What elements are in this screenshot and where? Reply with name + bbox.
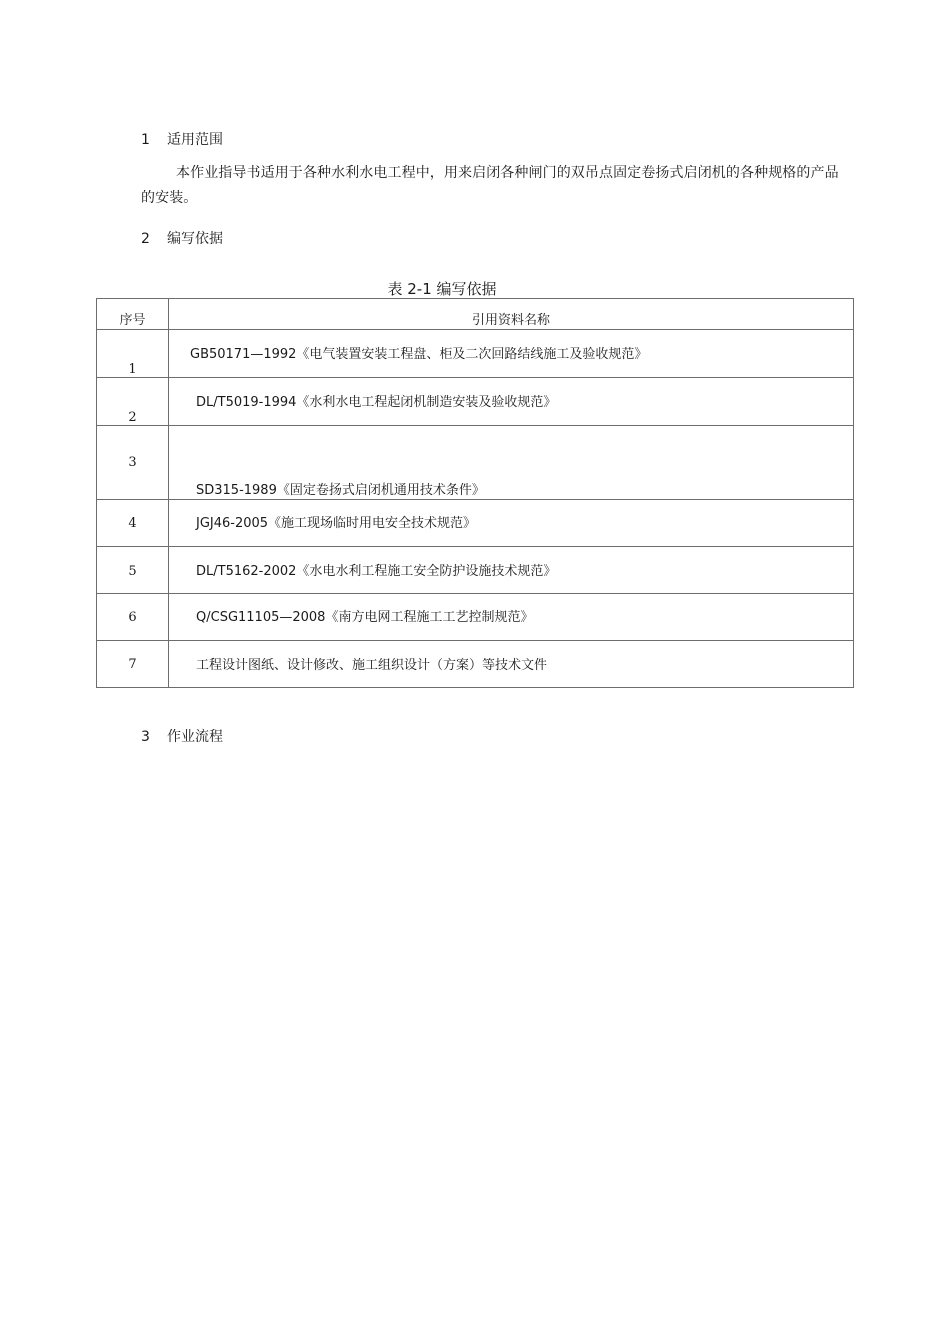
section-title: 适用范围 bbox=[167, 132, 223, 148]
section-heading-scope bbox=[141, 130, 223, 150]
row-reference: 工程设计图纸、设计修改、施工组织设计（方案）等技术文件 bbox=[196, 658, 548, 673]
section-number: 3 bbox=[141, 729, 150, 745]
section-title: 作业流程 bbox=[167, 729, 223, 745]
row-number: 4 bbox=[128, 516, 137, 531]
row-reference: DL/T5019-1994《水利水电工程起闭机制造安装及验收规范》 bbox=[196, 395, 557, 410]
section-number: 1 bbox=[141, 132, 150, 148]
header-no: 序号 bbox=[97, 299, 169, 330]
table-row bbox=[97, 594, 854, 641]
row-reference: JGJ46-2005《施工现场临时用电安全技术规范》 bbox=[196, 516, 477, 531]
row-number: 5 bbox=[128, 564, 137, 579]
section-title: 编写依据 bbox=[167, 231, 223, 247]
row-number: 6 bbox=[128, 610, 137, 625]
table-header-row bbox=[97, 299, 854, 330]
table-row bbox=[97, 378, 854, 426]
section-number: 2 bbox=[141, 231, 150, 247]
row-reference: GB50171—1992《电气装置安装工程盘、柜及二次回路结线施工及验收规范》 bbox=[190, 347, 648, 362]
table-row bbox=[97, 641, 854, 688]
section-heading-process bbox=[141, 727, 223, 747]
row-number: 1 bbox=[128, 362, 137, 377]
table-caption: 表 2-1 编写依据 bbox=[387, 280, 497, 298]
row-reference: Q/CSG11105—2008《南方电网工程施工工艺控制规范》 bbox=[196, 610, 534, 625]
scope-paragraph: 本作业指导书适用于各种水利水电工程中，用来启闭各种闸门的双吊点固定卷扬式启闭机的各种规格的产品的安装。 bbox=[141, 165, 839, 206]
table-row bbox=[97, 547, 854, 594]
row-number: 2 bbox=[128, 410, 137, 425]
row-reference: DL/T5162-2002《水电水利工程施工安全防护设施技术规范》 bbox=[196, 564, 557, 579]
row-reference: SD315-1989《固定卷扬式启闭机通用技术条件》 bbox=[196, 483, 485, 498]
header-name: 引用资料名称 bbox=[169, 299, 854, 330]
row-number: 3 bbox=[128, 455, 137, 470]
table-row bbox=[97, 500, 854, 547]
reference-table bbox=[96, 298, 854, 688]
table-row bbox=[97, 426, 854, 500]
row-number: 7 bbox=[128, 657, 137, 672]
section-heading-basis bbox=[141, 229, 223, 249]
